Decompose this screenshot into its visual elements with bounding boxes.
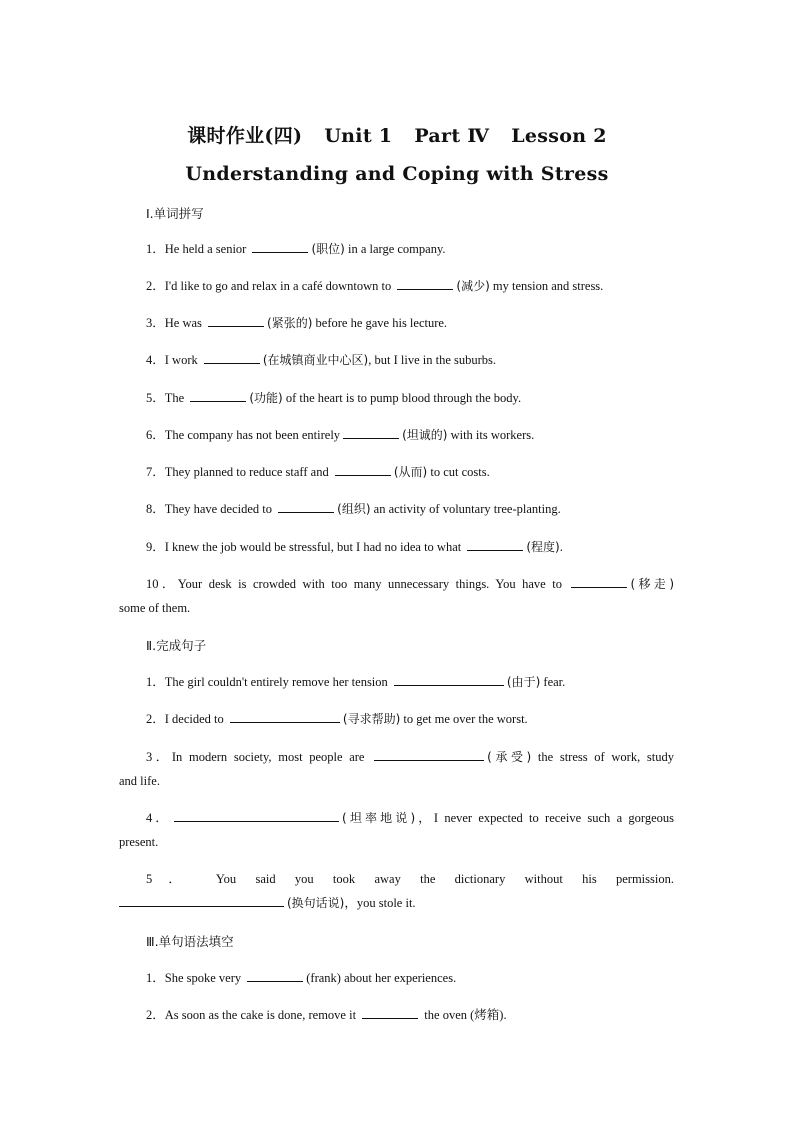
answer-blank[interactable] [190,389,246,402]
question-continuation: (换句话说)，you stole it. [119,891,674,915]
answer-blank[interactable] [208,314,264,327]
answer-blank[interactable] [374,748,484,761]
question-item: 2．I'd like to go and relax in a café downtown to (减少) my tension and stress. [146,279,604,293]
answer-blank[interactable] [119,894,284,907]
worksheet-title [0,121,794,148]
question-item: 3．He was (紧张的) before he gave his lecture. [146,316,448,330]
worksheet-subtitle: Understanding and Coping with Stress [185,163,609,185]
answer-blank[interactable] [247,969,303,982]
answer-blank[interactable] [362,1006,418,1019]
question-continuation: some of them. [119,601,191,615]
answer-blank[interactable] [571,575,627,588]
question-item: 8．They have decided to (组织) an activity of voluntary tree-planting. [146,502,561,516]
answer-blank[interactable] [397,277,453,290]
question-item: 10．Your desk is crowded with too many unnecessary things. You have to (移走) [146,577,674,591]
title-cn: 课时作业(四) [187,125,303,147]
section-heading-spelling: Ⅰ.单词拼写 [146,206,204,221]
question-item: 2．I decided to (寻求帮助) to get me over the worst. [146,712,528,726]
question-item: 1．He held a senior (职位) in a large company. [146,242,446,256]
part-label: Part Ⅳ [414,125,490,147]
answer-blank[interactable] [467,538,523,551]
answer-blank[interactable] [252,240,308,253]
question-item: 6．The company has not been entirely (坦诚的) with its workers. [146,428,535,442]
question-item: 5．The (功能) of the heart is to pump blood through the body. [146,391,522,405]
question-item: 4．I work (在城镇商业中心区), but I live in the suburbs. [146,353,497,367]
answer-blank[interactable] [394,673,504,686]
unit-label: Unit 1 [324,125,393,147]
question-item: 1．She spoke very (frank) about her experiences. [146,971,457,985]
question-item: 3．In modern society, most people are (承受) the stress of work, study [146,750,674,764]
question-item: 7．They planned to reduce staff and (从而) to cut costs. [146,465,490,479]
question-item: 2．As soon as the cake is done, remove it the oven (烤箱). [146,1008,507,1022]
question-item: 4． (坦率地说)，I never expected to receive such a gorgeous [146,811,674,825]
answer-blank[interactable] [335,463,391,476]
answer-blank[interactable] [204,351,260,364]
lesson-label: Lesson 2 [511,125,607,147]
answer-blank[interactable] [174,809,339,822]
answer-blank[interactable] [230,710,340,723]
question-item: 5． You said you took away the dictionary without his permission. [146,872,674,886]
question-item: 1．The girl couldn't entirely remove her tension (由于) fear. [146,675,566,689]
question-item: 9．I knew the job would be stressful, but I had no idea to what (程度). [146,540,563,554]
question-continuation: present. [119,835,159,849]
section-heading-sentences: Ⅱ.完成句子 [146,638,207,653]
answer-blank[interactable] [343,426,399,439]
answer-blank[interactable] [278,500,334,513]
section-heading-grammar: Ⅲ.单句语法填空 [146,934,234,949]
question-continuation: and life. [119,774,160,788]
